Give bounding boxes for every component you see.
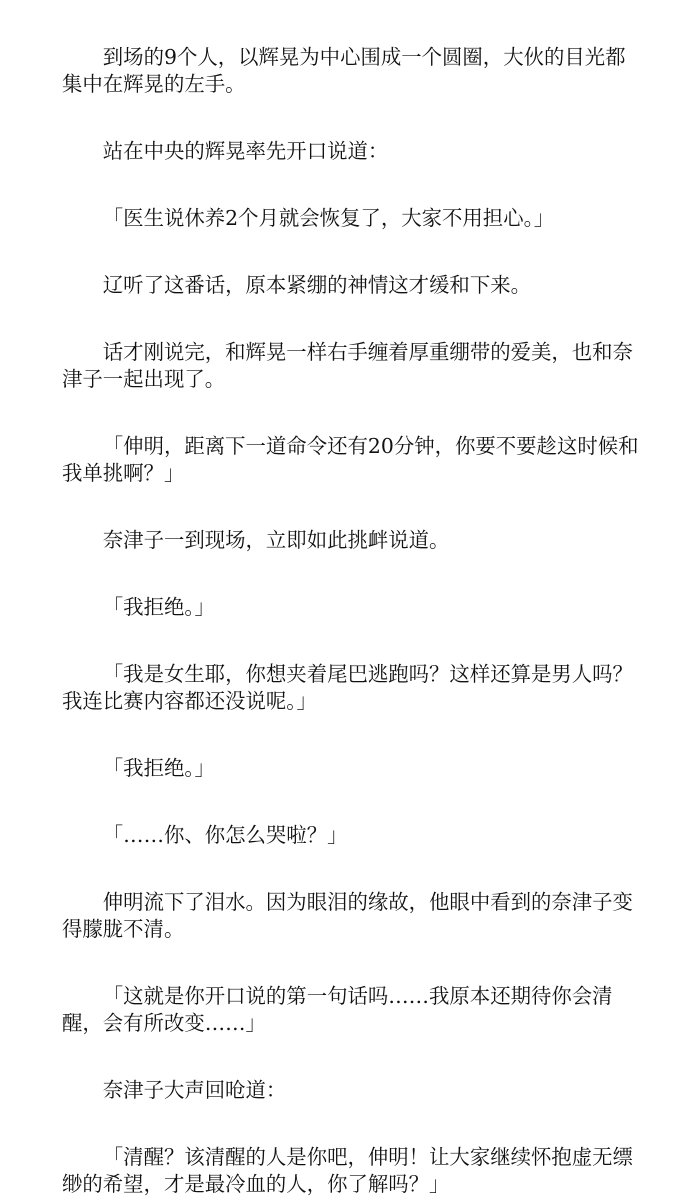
paragraph: 站在中央的辉晃率先开口说道： xyxy=(102,139,389,163)
paragraph: 「我拒绝。」 xyxy=(102,756,215,780)
paragraph: 「清醒？该清醒的人是你吧，伸明！让大家继续怀抱虚无缥缈的希望，才是最冷血的人，你了解吗？」 xyxy=(62,1145,633,1196)
paragraph: 到场的9个人，以辉晃为中心围成一个圆圈，大伙的目光都集中在辉晃的左手。 xyxy=(62,45,626,96)
paragraph: 伸明流下了泪水。因为眼泪的缘故，他眼中看到的奈津子变得朦胧不清。 xyxy=(62,890,633,941)
paragraph: 奈津子一到现场，立即如此挑衅说道。 xyxy=(102,528,450,552)
paragraph: 奈津子大声回呛道： xyxy=(102,1078,287,1102)
paragraph: 「医生说休养2个月就会恢复了，大家不用担心。」 xyxy=(102,206,555,230)
paragraph: 辽听了这番话，原本紧绷的神情这才缓和下来。 xyxy=(102,273,531,297)
paragraph: 话才刚说完，和辉晃一样右手缠着厚重绷带的爱美，也和奈津子一起出现了。 xyxy=(62,340,633,391)
paragraph: 「我是女生耶，你想夹着尾巴逃跑吗？这样还算是男人吗？我连比赛内容都还没说呢。」 xyxy=(62,662,633,713)
paragraph: 「伸明，距离下一道命令还有20分钟，你要不要趁这时候和我单挑啊？」 xyxy=(62,434,639,485)
paragraph: 「这就是你开口说的第一句话吗……我原本还期待你会清醒，会有所改变……」 xyxy=(62,984,613,1035)
paragraph: 「我拒绝。」 xyxy=(102,595,215,619)
paragraph: 「……你、你怎么哭啦？」 xyxy=(102,823,348,847)
